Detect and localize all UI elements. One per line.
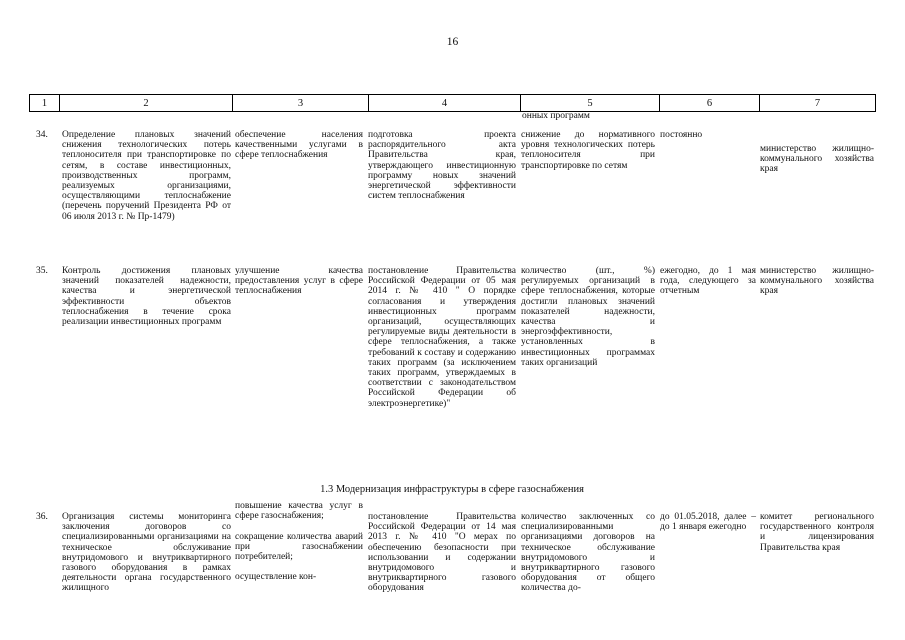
measure-name: Организация системы мониторинга заключения договоров со специализированными организациями на техническое обслуживание внутридомового и внутриквартирного газового оборудования в рамках деятельности органа государственного жилищного (62, 512, 231, 594)
expected-result: повышение качества услуг в сфере газоснабжения; сокращение количества аварий при газоснабжении потребителей; осуществление кон- (235, 501, 363, 583)
measure-name: Определение плановых значений снижения технологических потерь теплоносителя при транспортировке по сетям, в составе инвестиционных, производственных программ, реализуемых организациями, осуществляющими теплоснабжение (перечень поручений Президента РФ от 06 июля 2013 г. № Пр-1479) (62, 130, 231, 222)
responsible-body: комитет регионального государственного контроля и лицензирования Правительства края (760, 512, 874, 553)
responsible-body: министерство жилищно-коммунального хозяйства края (760, 144, 874, 175)
legal-act: постановление Правительства Российской Федерации от 14 мая 2013 г. № 410 "О мерах по обеспечению безопасности при использовании и содержании внутридомового и внутриквартирного газового оборудования (368, 512, 516, 594)
deadline: постоянно (660, 130, 703, 140)
deadline: ежегодно, до 1 мая года, следующего за отчетным (660, 266, 756, 297)
deadline: до 01.05.2018, далее – до 1 января ежегодно (660, 512, 756, 533)
section-title: 1.3 Модернизация инфраструктуры в сфере газоснабжения (320, 484, 584, 495)
column-header-5: 5 (521, 95, 660, 112)
row-number: 35. (36, 266, 48, 276)
indicator: количество (шт., %) регулируемых организаций в сфере теплоснабжения, которые достигли плановых значений показателей надежности, качества и энергоэффективности, установленных в инвестиционных программах таких организаций (521, 266, 655, 368)
column-header-3: 3 (233, 95, 369, 112)
indicator: снижение до нормативного уровня технологических потерь теплоносителя при транспортировке по сетям (521, 130, 655, 171)
row-number: 34. (36, 130, 48, 140)
column-header-1: 1 (30, 95, 60, 112)
page-number: 16 (446, 36, 459, 48)
expected-result: улучшение качества предоставления услуг в сфере теплоснабжения (235, 266, 363, 297)
measure-name: Контроль достижения плановых значений показателей надежности, качества и энергетической эффективности объектов теплоснабжения в течение срока реализации инвестиционных программ (62, 266, 231, 328)
column-header-7: 7 (760, 95, 876, 112)
column-header-4: 4 (369, 95, 521, 112)
legal-act: постановление Правительства Российской Федерации от 05 мая 2014 г. № 410 " О порядке согласования и утверждения инвестиционных программ организаций, осуществляющих регулируемые виды деятельности в сфере теплоснабжения, а также требований к составу и содержанию таких программ (за исключением таких программ, утверждаемых в соответствии с законодательством Российской Федерации об электроэнергетике)" (368, 266, 516, 409)
responsible-body: министерство жилищно-коммунального хозяйства края (760, 266, 874, 297)
column-header-2: 2 (60, 95, 233, 112)
legal-act: подготовка проекта распорядительного акта Правительства края, утверждающего инвестиционную программу новых значений энергетической эффективности систем теплоснабжения (368, 130, 516, 202)
table-sheet (29, 94, 875, 594)
row-number: 36. (36, 512, 48, 522)
column-header-6: 6 (660, 95, 760, 112)
expected-result: обеспечение населения качественными услугами в сфере теплоснабжения (235, 130, 363, 161)
continuation-text: онных программ (522, 111, 590, 121)
indicator: количество заключенных со специализированными организациями договоров на техническое обслуживание внутридомового и внутриквартирного газового оборудования от общего количества до- (521, 512, 655, 594)
column-number-header (29, 94, 876, 112)
